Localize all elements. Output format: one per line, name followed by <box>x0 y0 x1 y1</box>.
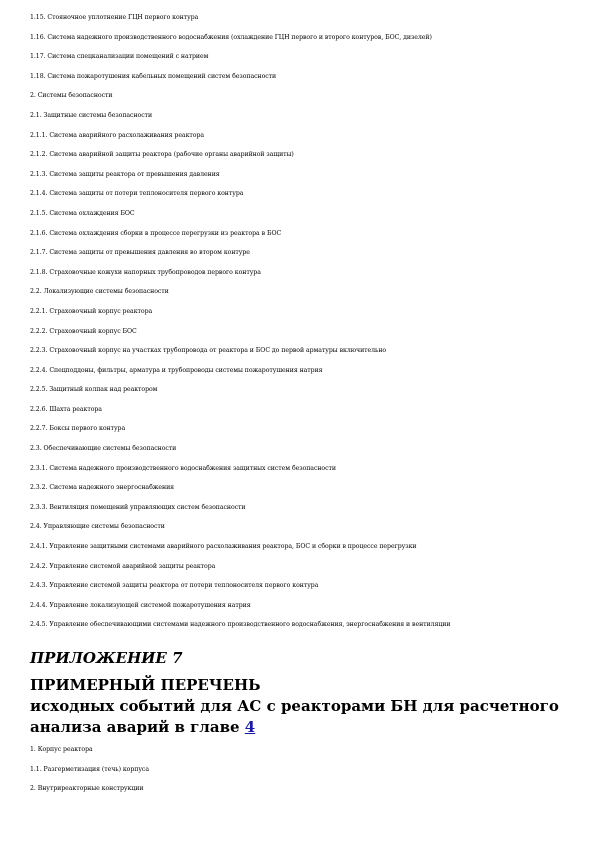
heading-line-3 <box>30 717 575 738</box>
list-item: 2.4. Управляющие системы безопасности <box>30 523 165 531</box>
list-item: 2.1.6. Система охлаждения сборки в процессе перегрузки из реактора в БОС <box>30 229 282 237</box>
initial-events-list <box>30 746 575 805</box>
list-item: 2.1.8. Страховочные кожухи напорных трубопроводов первого контура <box>30 268 261 276</box>
appendix-heading <box>30 675 575 738</box>
list-item: 2.1.4. Система защиты от потери теплоносителя первого контура <box>30 190 244 198</box>
list-item: 2.4.3. Управление системой защиты реактора от потери теплоносителя первого контура <box>30 582 319 590</box>
list-item: 2.3.2. Система надежного энергоснабжения <box>30 484 175 492</box>
list-item: 2.2.3. Страховочный корпус на участках трубопровода от реактора и БОС до первой арматуры включительно <box>30 347 387 355</box>
list-item: 2.1. Защитные системы безопасности <box>30 111 153 119</box>
list-item: 2.2.5. Защитный колпак над реактором <box>30 386 158 394</box>
list-item: 2.1.5. Система охлаждения БОС <box>30 209 135 217</box>
heading-line-3-text: анализа аварий в главе <box>30 718 245 736</box>
list-item: 1.15. Стояночное уплотнение ГЦН первого контура <box>30 14 199 21</box>
list-item: 2.3.1. Система надежного производственного водоснабжения защитных систем безопасности <box>30 464 336 472</box>
list-item: 2.2.7. Боксы первого контура <box>30 425 126 433</box>
list-item: 2. Внутриреакторные конструкции <box>30 785 144 793</box>
list-item: 1.16. Система надежного производственного водоснабжения (охлаждение ГЦН первого и второго контуров, БОС, дизелей) <box>30 33 432 41</box>
list-item: 2.1.2. Система аварийной защиты реактора (рабочие органы аварийной защиты) <box>30 151 294 159</box>
list-item: 2. Системы безопасности <box>30 92 113 100</box>
list-item: 1. Корпус реактора <box>30 746 93 753</box>
list-item: 2.3.3. Вентиляция помещений управляющих систем безопасности <box>30 503 246 511</box>
document-page <box>30 14 575 805</box>
heading-line-2: исходных событий для АС с реакторами БН для расчетного <box>30 697 559 715</box>
list-item: 2.4.5. Управление обеспечивающими системами надежного производственного водоснабжения, энергоснабжения и вентиляции <box>30 621 451 629</box>
list-item: 2.1.1. Система аварийного расхолаживания реактора <box>30 131 204 139</box>
list-item: 2.2.1. Страховочный корпус реактора <box>30 307 153 315</box>
heading-line-1: ПРИМЕРНЫЙ ПЕРЕЧЕНЬ <box>30 676 261 694</box>
list-item: 1.17. Система спецканализации помещений с натрием <box>30 53 209 61</box>
list-item: 2.2.2. Страховочный корпус БОС <box>30 327 137 335</box>
list-item: 2.4.4. Управление локализующей системой пожаротушения натрия <box>30 601 251 609</box>
list-item: 2.1.3. Система защиты реактора от превышения давления <box>30 170 220 178</box>
list-item: 2.2.4. Спецподдоны, фильтры, арматура и трубопроводы системы пожаротушения натрия <box>30 366 323 374</box>
list-item: 2.3. Обеспечивающие системы безопасности <box>30 445 177 453</box>
chapter-link[interactable]: 4 <box>244 718 256 736</box>
list-item: 1.18. Система пожаротушения кабельных помещений систем безопасности <box>30 72 277 80</box>
list-item: 2.1.7. Система защиты от превышения давления во втором контуре <box>30 249 250 257</box>
appendix-title: ПРИЛОЖЕНИЕ 7 <box>30 649 183 667</box>
list-item: 2.4.1. Управление защитными системами аварийного расхолаживания реактора, БОС и сборки в процессе перегрузки <box>30 543 417 551</box>
list-item: 2.4.2. Управление системой аварийной защиты реактора <box>30 562 216 570</box>
list-item: 2.2. Локализующие системы безопасности <box>30 288 169 296</box>
list-item: 1.1. Разгерметизация (течь) корпуса <box>30 765 149 773</box>
list-item: 2.2.6. Шахта реактора <box>30 405 102 413</box>
equipment-list <box>30 14 575 641</box>
